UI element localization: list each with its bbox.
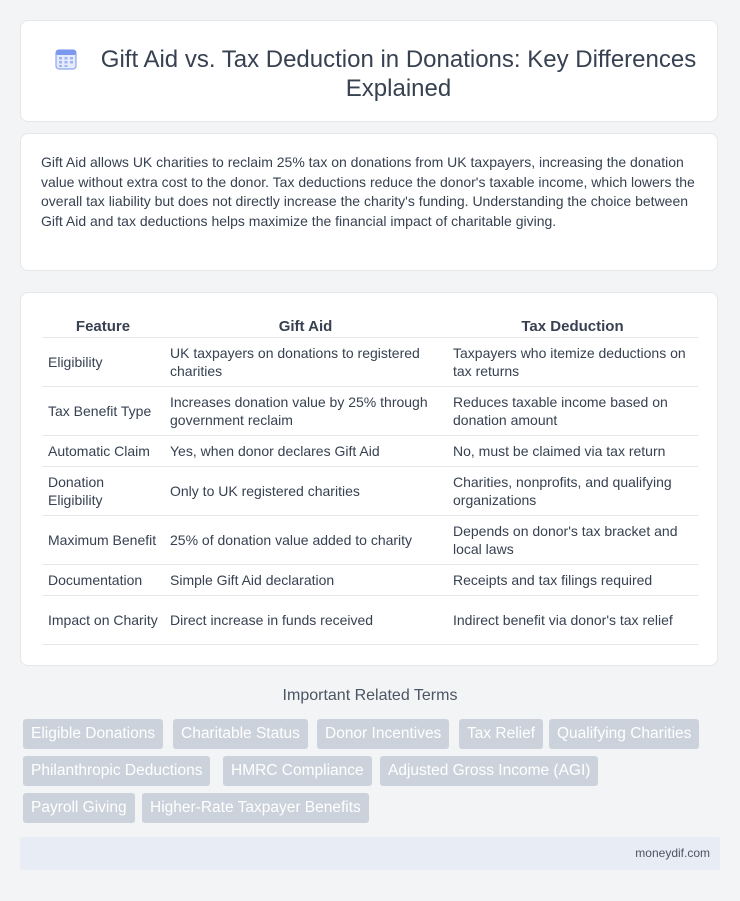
table-cell: Tax Benefit Type (42, 387, 164, 436)
related-terms-title: Important Related Terms (282, 687, 458, 704)
table-cell: 25% of donation value added to charity (164, 516, 447, 565)
column-header: Tax Deduction (447, 316, 698, 338)
footer (20, 837, 720, 870)
table-cell: Documentation (42, 565, 164, 596)
related-term-tag[interactable]: Tax Relief (459, 719, 543, 749)
table-cell: Receipts and tax filings required (447, 565, 698, 596)
table-row (42, 338, 698, 387)
table-cell: Maximum Benefit (42, 516, 164, 565)
related-term-tag[interactable]: Qualifying Charities (549, 719, 699, 749)
intro-card (20, 133, 718, 271)
table-cell: UK taxpayers on donations to registered charities (164, 338, 447, 387)
page-title: Gift Aid vs. Tax Deduction in Donations: Key Differences Explained (100, 46, 697, 102)
site-credit[interactable]: moneydif.com (635, 846, 710, 860)
related-term-tag[interactable]: Charitable Status (173, 719, 308, 749)
table-cell: Reduces taxable income based on donation amount (447, 387, 698, 436)
table-row (42, 387, 698, 436)
related-term-tag[interactable]: Higher-Rate Taxpayer Benefits (142, 793, 369, 823)
table-cell: Simple Gift Aid declaration (164, 565, 447, 596)
related-term-tag[interactable]: Donor Incentives (317, 719, 449, 749)
intro-text: Gift Aid allows UK charities to reclaim 25% tax on donations from UK taxpayers, increasing the donation value without extra cost to the donor. Tax deductions reduce the donor's taxable income, which lowers the overall tax liability but does not directly increase the charity's funding. Understanding the choice between Gift Aid and tax deductions helps maximize the financial impact of charitable giving. (41, 154, 695, 230)
table-cell: No, must be claimed via tax return (447, 436, 698, 467)
column-header: Feature (42, 316, 164, 338)
table-cell: Donation Eligibility (42, 467, 164, 516)
table-cell: Charities, nonprofits, and qualifying organizations (447, 467, 698, 516)
table-row (42, 516, 698, 565)
related-term-tag[interactable]: Payroll Giving (23, 793, 135, 823)
table-cell: Increases donation value by 25% through government reclaim (164, 387, 447, 436)
table-cell: Eligibility (42, 338, 164, 387)
table-cell: Taxpayers who itemize deductions on tax returns (447, 338, 698, 387)
table-cell: Depends on donor's tax bracket and local laws (447, 516, 698, 565)
related-term-tag[interactable]: Eligible Donations (23, 719, 163, 749)
table-header-row (42, 316, 698, 338)
table-cell: Yes, when donor declares Gift Aid (164, 436, 447, 467)
table-row (42, 467, 698, 516)
column-header: Gift Aid (164, 316, 447, 338)
table-row (42, 565, 698, 596)
table-cell: Impact on Charity (42, 596, 164, 645)
related-term-tag[interactable]: HMRC Compliance (223, 756, 372, 786)
table-row (42, 436, 698, 467)
table-cell: Automatic Claim (42, 436, 164, 467)
table-cell: Indirect benefit via donor's tax relief (447, 596, 698, 645)
table-cell: Only to UK registered charities (164, 467, 447, 516)
table-row (42, 596, 698, 645)
comparison-table (42, 316, 698, 645)
related-term-tag[interactable]: Philanthropic Deductions (23, 756, 210, 786)
related-term-tag[interactable]: Adjusted Gross Income (AGI) (380, 756, 598, 786)
title-card (20, 20, 718, 122)
table-cell: Direct increase in funds received (164, 596, 447, 645)
comparison-card (20, 292, 718, 666)
